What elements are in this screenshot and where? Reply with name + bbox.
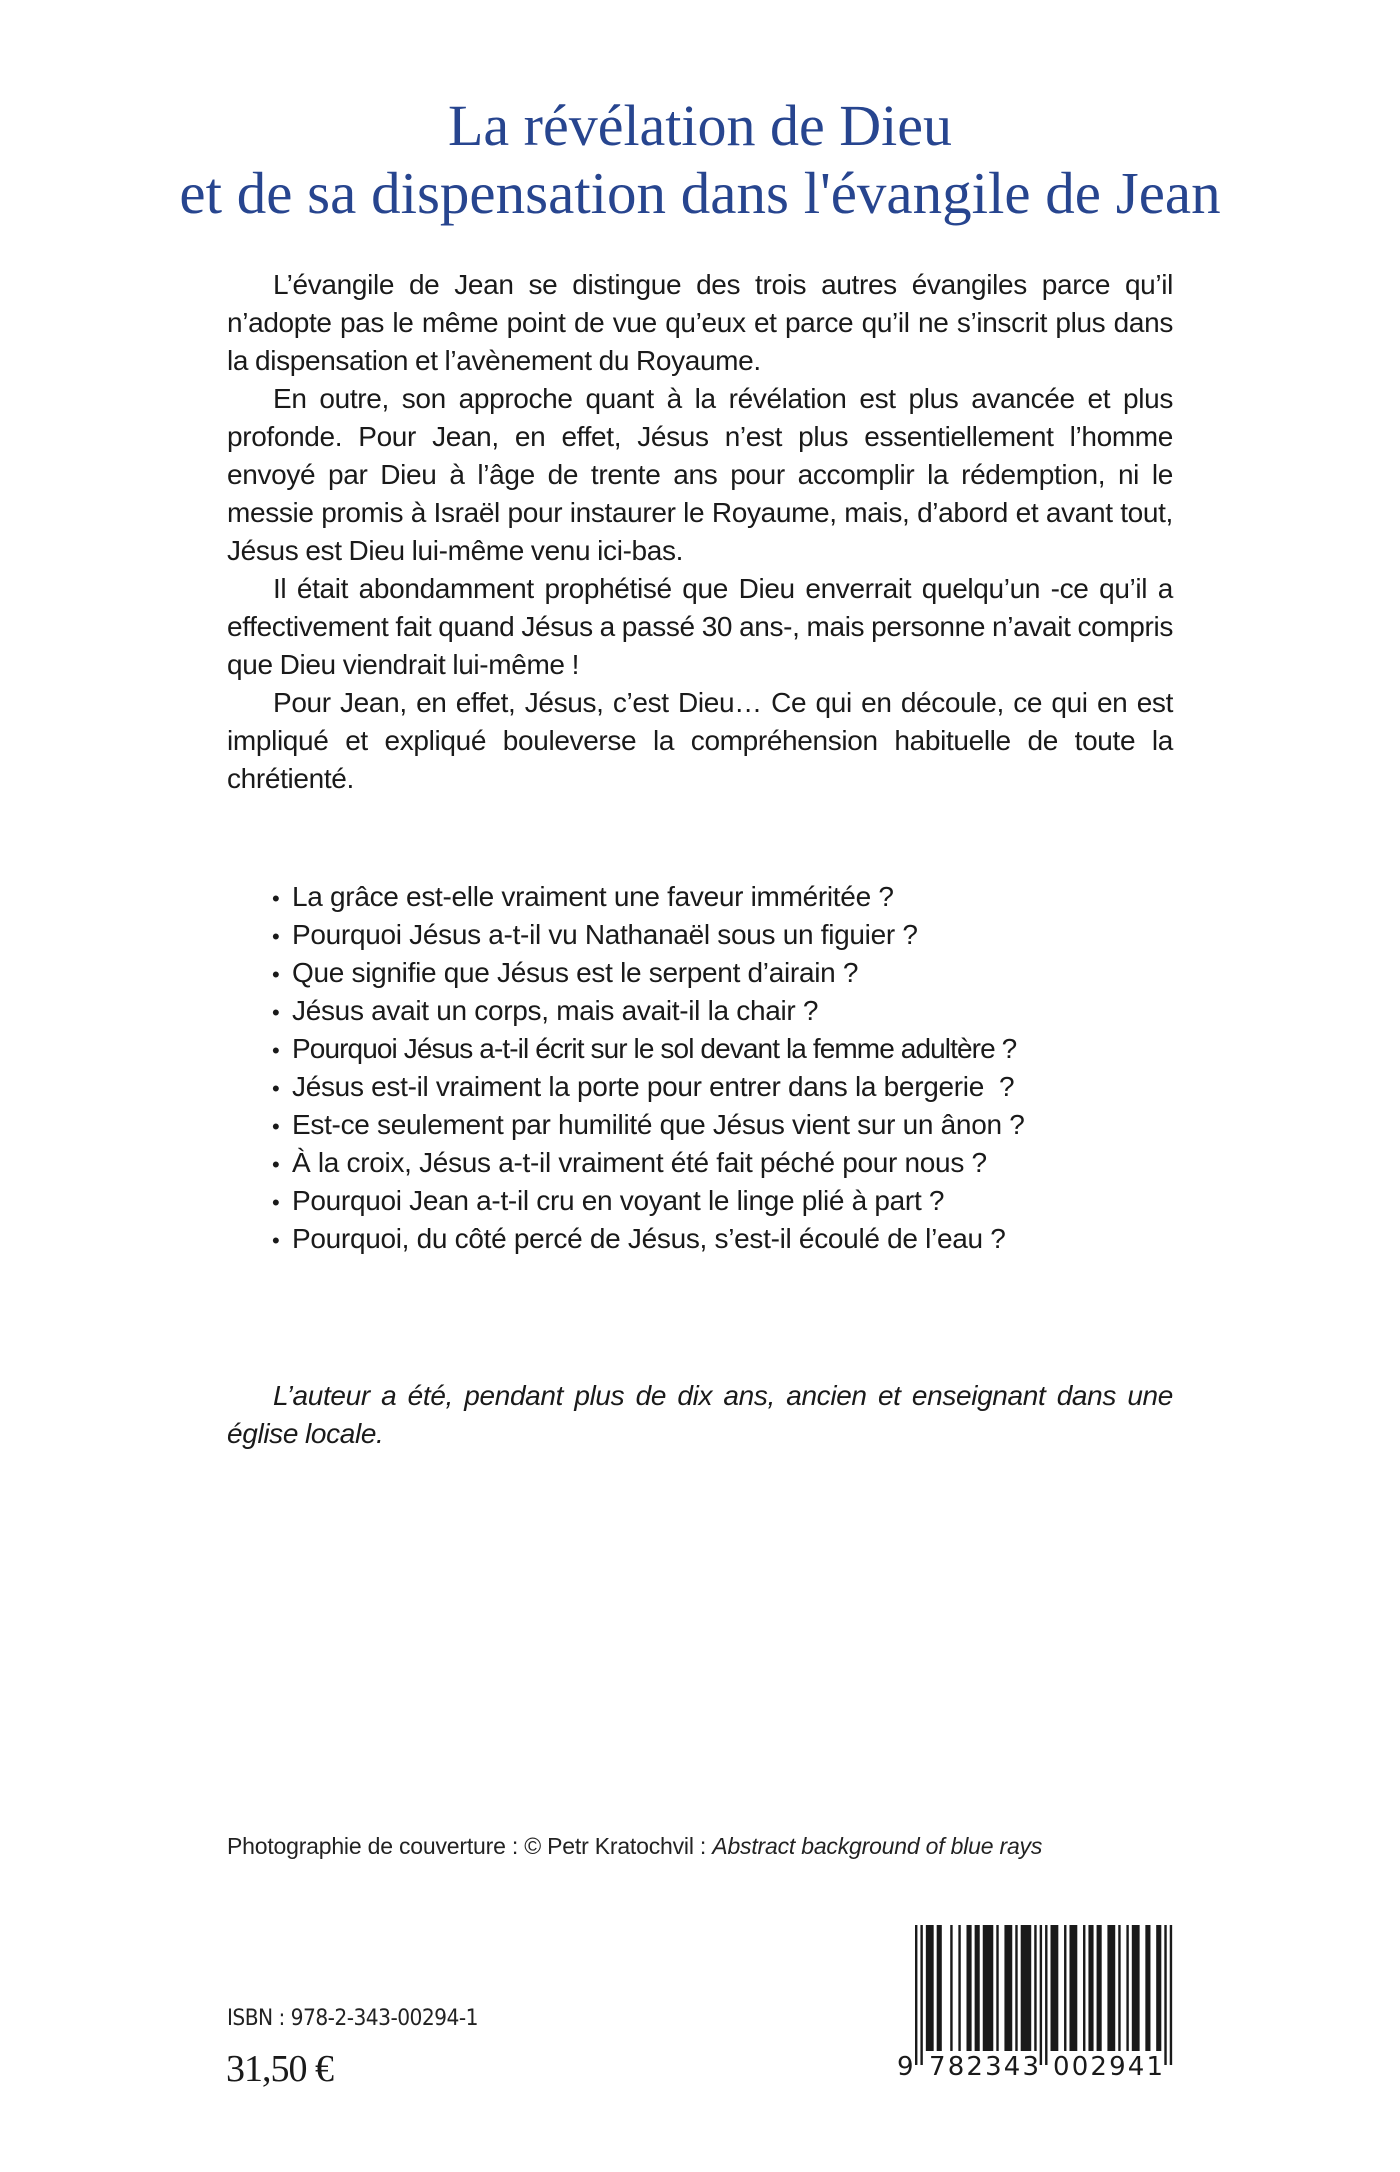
bullet-icon: • <box>272 1076 280 1101</box>
question-text: Pourquoi Jean a-t-il cru en voyant le linge plié à part ? <box>292 1185 945 1216</box>
question-text: La grâce est-elle vraiment une faveur imméritée ? <box>292 881 894 912</box>
question-item <box>272 1144 1192 1182</box>
photo-credit-label: Photographie de couverture : © Petr Kratochvil : <box>227 1833 713 1859</box>
book-title-line-1: La révélation de Dieu <box>447 93 953 158</box>
photo-credit-work-title: Abstract background of blue rays <box>712 1833 1043 1859</box>
barcode-bar <box>1004 1925 1012 2051</box>
barcode-bar <box>958 1925 960 2051</box>
barcode-guard-bar <box>1164 1925 1166 2065</box>
barcode-guard-bar <box>1170 1925 1172 2065</box>
question-text: Jésus est-il vraiment la porte pour entrer dans la bergerie ? <box>292 1071 1015 1102</box>
question-text: À la croix, Jésus a-t-il vraiment été fait péché pour nous ? <box>292 1147 987 1178</box>
question-item <box>272 1106 1192 1144</box>
question-text: Pourquoi Jésus a-t-il écrit sur le sol devant la femme adultère ? <box>292 1033 1017 1064</box>
question-item <box>272 1068 1192 1106</box>
barcode-guard-bar <box>915 1925 917 2065</box>
question-item <box>272 916 1192 954</box>
bullet-icon: • <box>272 1038 280 1063</box>
intro-text <box>227 266 1173 798</box>
author-note-text: L’auteur a été, pendant plus de dix ans, ancien et enseignant dans une église locale. <box>227 1380 1173 1449</box>
barcode-bar <box>937 1925 942 2051</box>
questions-list <box>272 878 1192 1258</box>
barcode-bar <box>1083 1925 1085 2051</box>
barcode-bar <box>1097 1925 1102 2051</box>
barcode-first-digit: 9 <box>897 2052 914 2082</box>
bullet-icon: • <box>272 1190 280 1215</box>
barcode-bar <box>1015 1925 1017 2051</box>
question-text: Jésus avait un corps, mais avait-il la chair ? <box>292 995 819 1026</box>
barcode-bar <box>1126 1925 1128 2051</box>
barcode-bar <box>996 1925 998 2051</box>
bullet-icon: • <box>272 886 280 911</box>
question-item <box>272 878 1192 916</box>
question-item <box>272 1182 1192 1220</box>
barcode-bar <box>1088 1925 1093 2051</box>
question-item <box>272 1220 1192 1258</box>
bullet-icon: • <box>272 1228 280 1253</box>
barcode <box>893 1920 1183 2090</box>
barcode-bar <box>950 1925 952 2051</box>
barcode-bar <box>1145 1925 1150 2051</box>
price-label: 31,50 € <box>226 2048 333 2090</box>
photo-credit <box>227 1832 1173 1860</box>
question-text: Pourquoi Jésus a-t-il vu Nathanaël sous un figuier ? <box>292 919 918 950</box>
barcode-bar <box>1118 1925 1120 2051</box>
question-text: Pourquoi, du côté percé de Jésus, s’est-il écoulé de l’eau ? <box>292 1223 1006 1254</box>
barcode-bar <box>966 1925 971 2051</box>
barcode-guard-bar <box>1045 1925 1047 2065</box>
barcode-bar <box>1034 1925 1036 2051</box>
barcode-right-digits: 002941 <box>1053 2052 1163 2082</box>
barcode-bar <box>975 1925 980 2051</box>
bullet-icon: • <box>272 924 280 949</box>
barcode-bars <box>915 1925 1172 2065</box>
barcode-bar <box>1156 1925 1161 2051</box>
bullet-icon: • <box>272 1000 280 1025</box>
barcode-guard-bar <box>920 1925 922 2065</box>
author-note <box>227 1377 1173 1453</box>
question-text: Que signifie que Jésus est le serpent d’airain ? <box>292 957 859 988</box>
book-title-line-2: et de sa dispensation dans l'évangile de Jean <box>179 160 1221 226</box>
barcode-bar <box>983 1925 994 2051</box>
barcode-bar <box>1021 1925 1032 2051</box>
intro-paragraph: En outre, son approche quant à la révélation est plus avancée et plus profonde. Pour Jean, en effet, Jésus n’est plus essentiellement l’homme envoyé par Dieu à l’âge de trente ans pour accomplir la rédemption, ni le messie promis à Israël pour instaurer le Royaume, mais, d’abord et avant tout, Jésus est Dieu lui-même venu ici-bas. <box>227 383 1173 566</box>
barcode-bar <box>1107 1925 1115 2051</box>
barcode-bar <box>1132 1925 1140 2051</box>
intro-paragraph: L’évangile de Jean se distingue des trois autres évangiles parce qu’il n’adopte pas le même point de vue qu’eux et parce qu’il ne s’inscrit plus dans la dispensation et l’avènement du Royaume. <box>227 269 1173 376</box>
question-item <box>272 954 1192 992</box>
bullet-icon: • <box>272 1152 280 1177</box>
barcode-bar <box>1069 1925 1077 2051</box>
isbn-label: ISBN : 978-2-343-00294-1 <box>227 2006 478 2031</box>
intro-paragraph: Pour Jean, en effet, Jésus, c’est Dieu… Ce qui en découle, ce qui en est impliqué et expliqué bouleverse la compréhension habituelle de toute la chrétienté. <box>227 687 1173 794</box>
question-text: Est-ce seulement par humilité que Jésus vient sur un ânon ? <box>292 1109 1025 1140</box>
question-item <box>272 992 1192 1030</box>
intro-paragraph: Il était abondamment prophétisé que Dieu enverrait quelqu’un -ce qu’il a effectivement fait quand Jésus a passé 30 ans-, mais personne n’avait compris que Dieu viendrait lui-même ! <box>227 573 1174 680</box>
barcode-bar <box>1064 1925 1066 2051</box>
barcode-bar <box>1051 1925 1059 2051</box>
question-item <box>272 1030 1192 1068</box>
bullet-icon: • <box>272 962 280 987</box>
bullet-icon: • <box>272 1114 280 1139</box>
barcode-guard-bar <box>1040 1925 1042 2065</box>
barcode-bar <box>926 1925 934 2051</box>
barcode-left-digits: 782343 <box>929 2052 1039 2082</box>
